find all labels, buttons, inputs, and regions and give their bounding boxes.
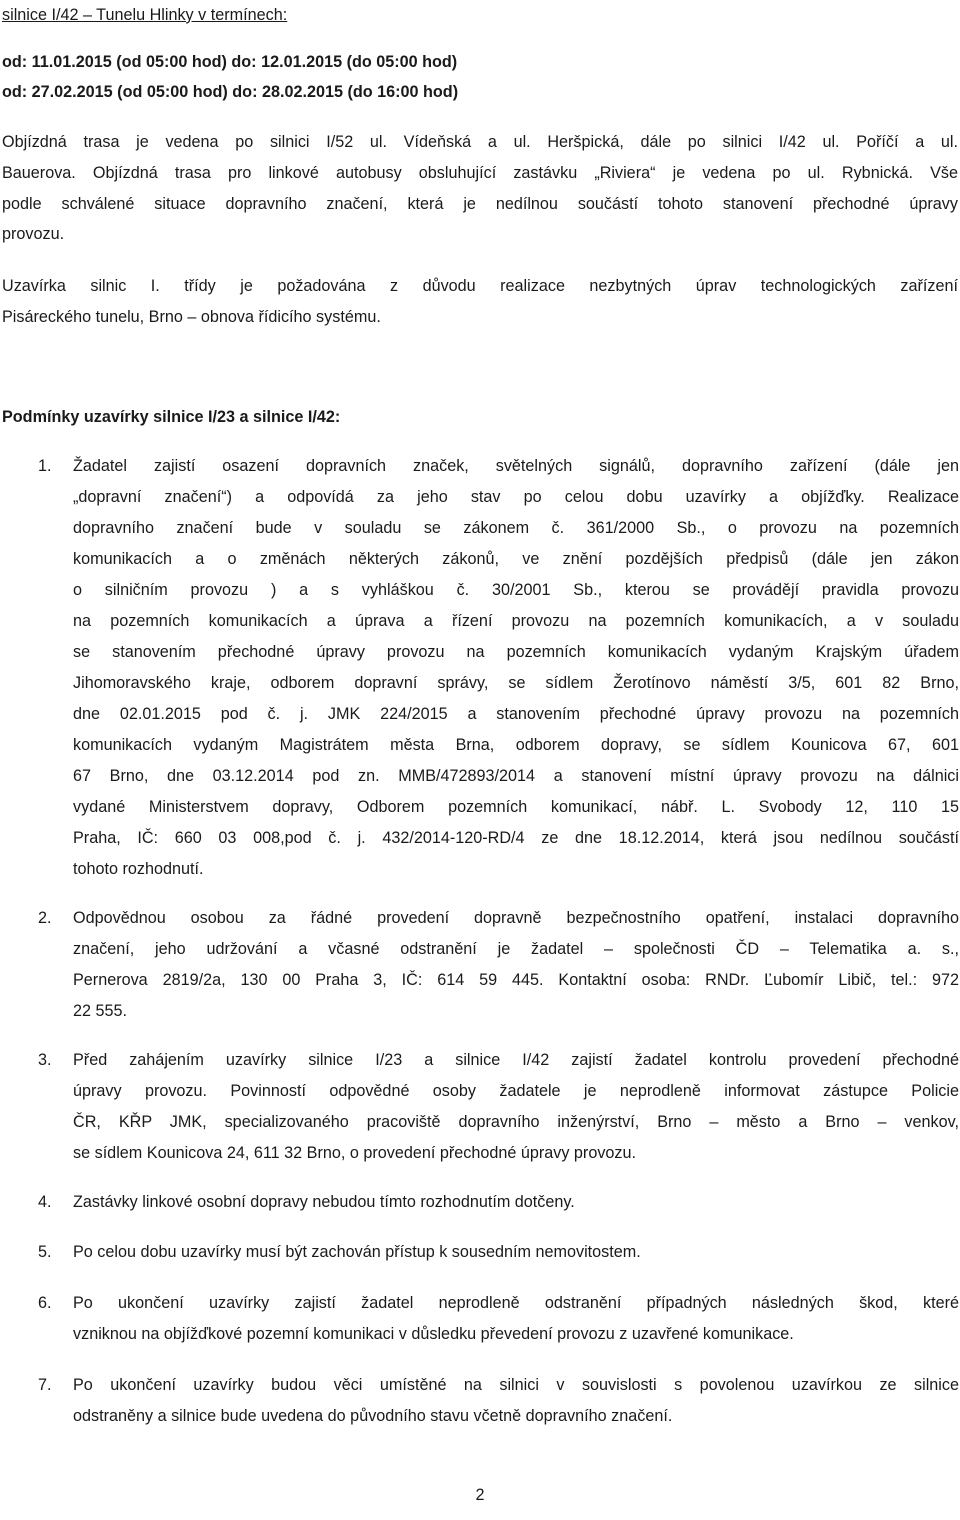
item-number: 3. bbox=[38, 1051, 52, 1069]
item-line: odstraněny a silnice bude uvedena do původního stavu včetně dopravního značení. bbox=[73, 1407, 673, 1425]
paragraph-line: Objízdná trasa je vedena po silnici I/52 ul. Vídeňská a ul. Heršpická, dále po silnici I/42 ul. Poříčí a ul. bbox=[2, 133, 958, 151]
paragraph-line: Bauerova. Objízdná trasa pro linkové autobusy obsluhující zastávku „Riviera“ je vedena po ul. Rybnická. Vše bbox=[2, 164, 958, 182]
item-line: Žadatel zajistí osazení dopravních značek, světelných signálů, dopravního zařízení (dále jen bbox=[73, 457, 959, 475]
page-number: 2 bbox=[475, 1486, 485, 1504]
road-title: silnice I/42 – Tunelu Hlinky v termínech: bbox=[2, 6, 288, 24]
item-line: 67 Brno, dne 03.12.2014 pod zn. MMB/472893/2014 a stanovení místní úpravy provozu na dálnici bbox=[73, 767, 959, 785]
item-line: Jihomoravského kraje, odborem dopravní správy, se sídlem Žerotínovo náměstí 3/5, 601 82 Brno, bbox=[73, 674, 959, 692]
item-line: vzniknou na objížďkové pozemní komunikaci v důsledku převedení provozu z uzavřené komunikace. bbox=[73, 1325, 794, 1343]
date-range-2: od: 27.02.2015 (od 05:00 hod) do: 28.02.2015 (do 16:00 hod) bbox=[2, 83, 459, 101]
paragraph-line: Uzavírka silnic I. třídy je požadována z důvodu realizace nezbytných úprav technologických zařízení bbox=[2, 277, 958, 295]
item-line: dopravního značení bude v souladu se zákonem č. 361/2000 Sb., o provozu na pozemních bbox=[73, 519, 959, 537]
item-line: ČR, KŘP JMK, specializovaného pracoviště dopravního inženýrství, Brno – město a Brno – venkov, bbox=[73, 1113, 959, 1131]
item-line: Zastávky linkové osobní dopravy nebudou tímto rozhodnutím dotčeny. bbox=[73, 1193, 575, 1211]
item-number: 5. bbox=[38, 1243, 52, 1261]
item-line: 22 555. bbox=[73, 1002, 128, 1020]
item-line: na pozemních komunikacích a úprava a řízení provozu na pozemních komunikacích, a v souladu bbox=[73, 612, 959, 630]
item-line: komunikacích a o změnách některých zákonů, ve znění pozdějších předpisů (dále jen zákon bbox=[73, 550, 959, 568]
conditions-heading: Podmínky uzavírky silnice I/23 a silnice I/42: bbox=[2, 408, 341, 426]
item-line: Pernerova 2819/2a, 130 00 Praha 3, IČ: 614 59 445. Kontaktní osoba: RNDr. Ľubomír Libič, tel.: 972 bbox=[73, 971, 959, 989]
item-line: značení, jeho udržování a včasné odstranění je žadatel – společnosti ČD – Telematika a. s., bbox=[73, 940, 959, 958]
item-number: 2. bbox=[38, 909, 52, 927]
item-line: úpravy provozu. Povinností odpovědné osoby žadatele je neprodleně informovat zástupce Policie bbox=[73, 1082, 959, 1100]
date-range-1: od: 11.01.2015 (od 05:00 hod) do: 12.01.2015 (do 05:00 hod) bbox=[2, 53, 458, 71]
item-line: o silničním provozu ) a s vyhláškou č. 30/2001 Sb., kterou se provádějí pravidla provozu bbox=[73, 581, 959, 599]
paragraph-line: podle schválené situace dopravního značení, která je nedílnou součástí tohoto stanovení přechodné úpravy bbox=[2, 195, 958, 213]
item-number: 6. bbox=[38, 1294, 52, 1312]
paragraph-line: provozu. bbox=[2, 225, 65, 243]
paragraph-line: Pisáreckého tunelu, Brno – obnova řídicího systému. bbox=[2, 308, 381, 326]
item-line: Po celou dobu uzavírky musí být zachován přístup k sousedním nemovitostem. bbox=[73, 1243, 641, 1261]
item-line: Odpovědnou osobou za řádné provedení dopravně bezpečnostního opatření, instalaci dopravního bbox=[73, 909, 959, 927]
item-number: 7. bbox=[38, 1376, 52, 1394]
item-number: 4. bbox=[38, 1193, 52, 1211]
item-line: tohoto rozhodnutí. bbox=[73, 860, 204, 878]
item-line: Po ukončení uzavírky budou věci umístěné na silnici v souvislosti s povolenou uzavírkou ze silnice bbox=[73, 1376, 959, 1394]
item-number: 1. bbox=[38, 457, 52, 475]
item-line: Praha, IČ: 660 03 008,pod č. j. 432/2014-120-RD/4 ze dne 18.12.2014, která jsou nedílnou součástí bbox=[73, 829, 959, 847]
item-line: se stanovením přechodné úpravy provozu na pozemních komunikacích vydaným Krajským úřadem bbox=[73, 643, 959, 661]
item-line: se sídlem Kounicova 24, 611 32 Brno, o provedení přechodné úpravy provozu. bbox=[73, 1144, 637, 1162]
item-line: komunikacích vydaným Magistrátem města Brna, odborem dopravy, se sídlem Kounicova 67, 601 bbox=[73, 736, 959, 754]
item-line: vydané Ministerstvem dopravy, Odborem pozemních komunikací, nábř. L. Svobody 12, 110 15 bbox=[73, 798, 959, 816]
item-line: dne 02.01.2015 pod č. j. JMK 224/2015 a stanovením přechodné úpravy provozu na pozemních bbox=[73, 705, 959, 723]
item-line: Před zahájením uzavírky silnice I/23 a silnice I/42 zajistí žadatel kontrolu provedení přechodné bbox=[73, 1051, 959, 1069]
item-line: Po ukončení uzavírky zajistí žadatel neprodleně odstranění případných následných škod, které bbox=[73, 1294, 959, 1312]
item-line: „dopravní značení“) a odpovídá za jeho stav po celou dobu uzavírky a objížďky. Realizace bbox=[73, 488, 959, 506]
